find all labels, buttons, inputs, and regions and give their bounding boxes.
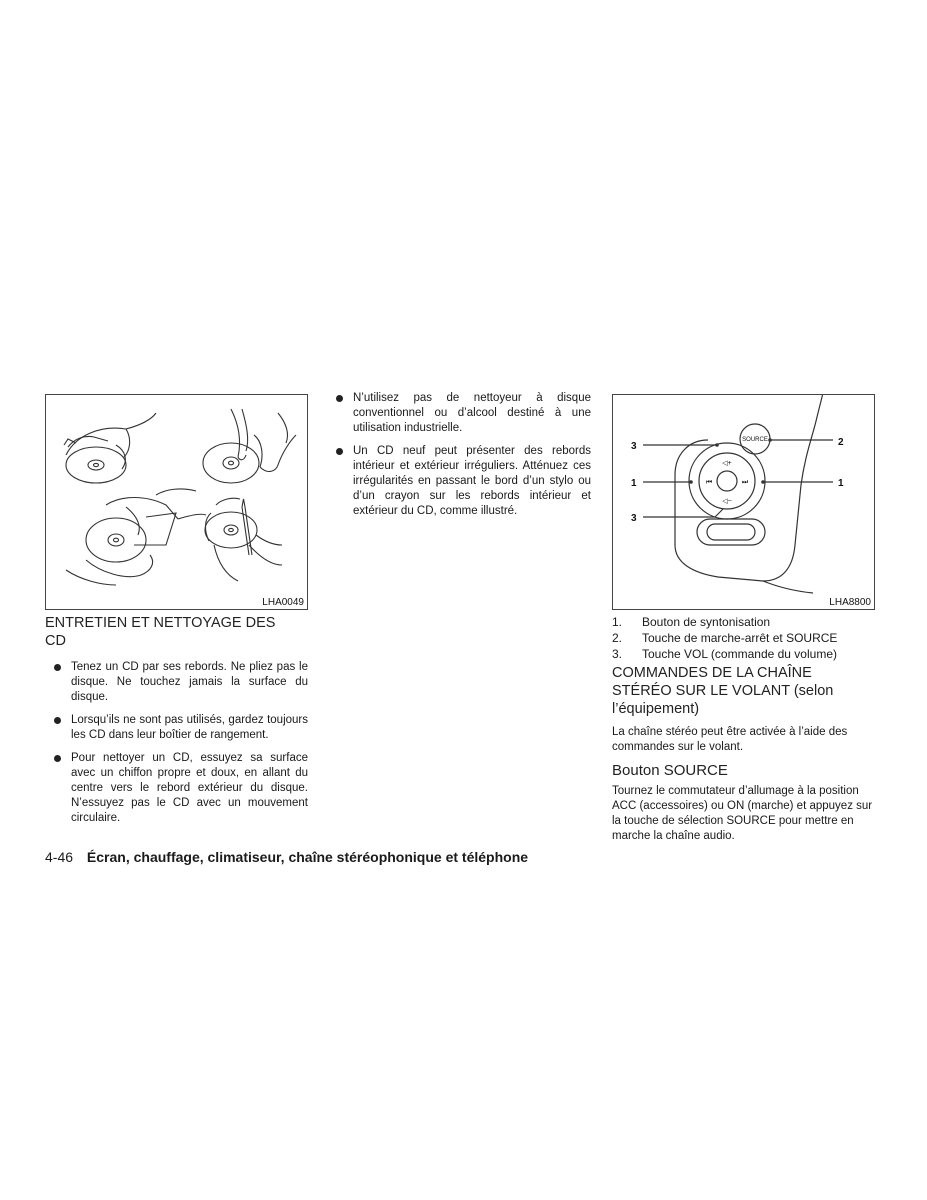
callout-3-top: 3: [631, 441, 637, 452]
bullet-icon: [54, 755, 61, 762]
cd-handling-figure: [45, 394, 308, 610]
source-button-label: SOURCE: [742, 437, 768, 443]
middle-column: [335, 391, 591, 527]
list-item: N’utilisez pas de nettoyeur à disque conventionnel ou d’alcool destiné à une utilisation industrielle.: [335, 391, 591, 436]
list-item: 2. Touche de marche-arrêt et SOURCE: [612, 631, 838, 645]
cd-handling-illustration: [46, 395, 307, 595]
bullet-icon: [336, 395, 343, 402]
cd-touch-surface-drawing: [203, 409, 296, 483]
callout-legend: [612, 614, 875, 662]
steering-controls-diagram: [613, 395, 874, 595]
list-item: Pour nettoyer un CD, essuyez sa surface avec un chiffon propre et doux, en allant du centre vers le rebord extérieur du disque. N’essuyez pas le CD avec un mouvement circulaire.: [53, 751, 308, 826]
bullet-icon: [54, 717, 61, 724]
list-item: Lorsqu’ils ne sont pas utilisés, gardez toujours les CD dans leur boîtier de rangement.: [53, 713, 308, 743]
steering-controls-figure: [612, 394, 875, 610]
seek-prev-icon: ⏮: [705, 479, 713, 486]
cd-care-bullets: [45, 660, 308, 826]
list-item: 3. Touche VOL (commande du volume): [612, 647, 837, 661]
callout-3-bottom: 3: [631, 513, 637, 524]
seek-next-icon: ⏭: [741, 479, 749, 486]
list-item: 1. Bouton de syntonisation: [612, 615, 771, 629]
section-heading: COMMANDES DE LA CHAÎNE STÉRÉO SUR LE VOLANT (selon l’équipement): [612, 665, 834, 717]
left-column: [45, 614, 308, 834]
chapter-title: Écran, chauffage, climatiseur, chaîne stéréophonique et téléphone: [86, 849, 529, 865]
cd-hold-edge-drawing: [64, 413, 156, 483]
right-column: [612, 614, 875, 844]
figure-label: LHA0049: [262, 597, 304, 608]
list-item: Tenez un CD par ses rebords. Ne pliez pas le disque. Ne touchez jamais la surface du disque.: [53, 660, 308, 705]
source-paragraph: Tournez le commutateur d’allumage à la position ACC (accessoires) ou ON (marche) et appuyez sur la touche de sélection SOURCE pour mettre en marche la chaîne audio.: [612, 785, 873, 842]
list-item: Un CD neuf peut présenter des rebords intérieur et extérieur irréguliers. Atténuez ces irrégularités en passant le bord d’un stylo ou d’un crayon sur les rebords intérieur et extérieur du CD, comme illustré.: [335, 444, 591, 519]
cd-wipe-drawing: [66, 489, 206, 585]
vol-down-icon: ◁−: [722, 498, 732, 505]
callout-2: 2: [838, 437, 844, 448]
cd-cleaning-bullets: [335, 391, 591, 519]
figure-label: LHA8800: [829, 597, 871, 608]
page-number: 4-46: [45, 849, 74, 865]
vol-up-icon: ◁+: [722, 460, 732, 467]
cd-pencil-edge-drawing: [205, 498, 282, 581]
callout-1-right: 1: [838, 478, 844, 489]
section-heading: ENTRETIEN ET NETTOYAGE DES CD: [45, 615, 276, 649]
wheel-spoke-outline: [675, 395, 823, 581]
intro-paragraph: La chaîne stéréo peut être activée à l’aide des commandes sur le volant.: [612, 726, 848, 753]
bullet-icon: [54, 664, 61, 671]
page-footer: [45, 848, 528, 866]
subsection-heading: Bouton SOURCE: [612, 762, 728, 779]
callout-1-left: 1: [631, 478, 637, 489]
bullet-icon: [336, 448, 343, 455]
